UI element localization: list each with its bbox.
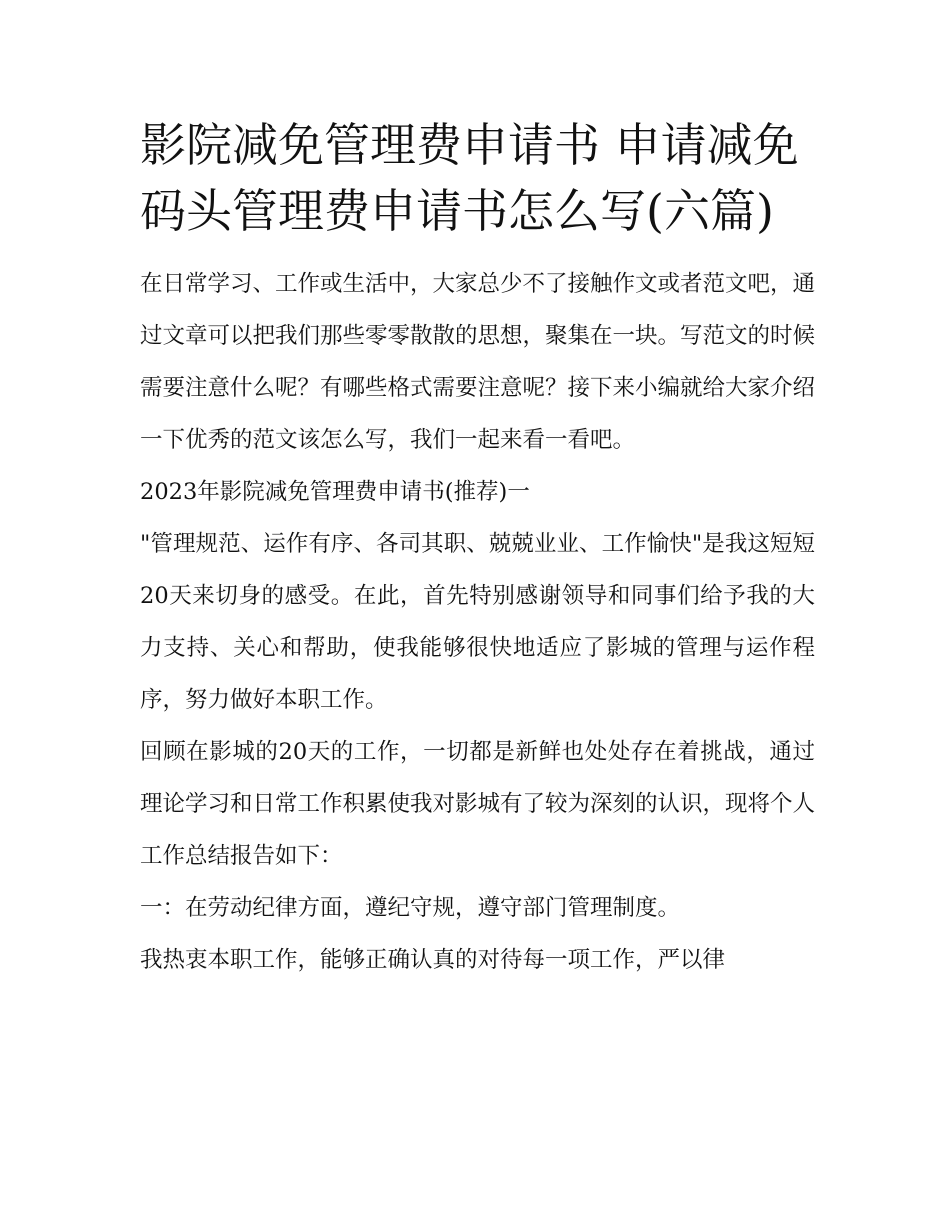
body-paragraph-4: 我热衷本职工作，能够正确认真的对待每一项工作，严以律 — [140, 947, 726, 973]
document-title: 影院减免管理费申请书 申请减免码头管理费申请书怎么写(六篇) — [140, 118, 799, 238]
body-paragraph-1: "管理规范、运作有序、各司其职、兢兢业业、工作愉快"是我这短短20天来切身的感受。在此，首先特别感谢领导和同事们给予我的大力支持、关心和帮助，使我能够很快地适应了影城的管理与运作程序，努力做好本职工作。 — [140, 531, 815, 713]
section-heading: 2023年影院减免管理费申请书(推荐)一 — [140, 479, 530, 505]
document-page — [140, 112, 815, 986]
body-paragraph-2: 回顾在影城的20天的工作，一切都是新鲜也处处存在着挑战，通过理论学习和日常工作积累使我对影城有了较为深刻的认识，现将个人工作总结报告如下： — [140, 739, 816, 869]
body-paragraph-3: 一：在劳动纪律方面，遵纪守规，遵守部门管理制度。 — [140, 895, 681, 921]
intro-paragraph: 在日常学习、工作或生活中，大家总少不了接触作文或者范文吧，通过文章可以把我们那些零零散散的思想，聚集在一块。写范文的时候需要注意什么呢？有哪些格式需要注意呢？接下来小编就给大家介绍一下优秀的范文该怎么写，我们一起来看一看吧。 — [140, 271, 816, 453]
